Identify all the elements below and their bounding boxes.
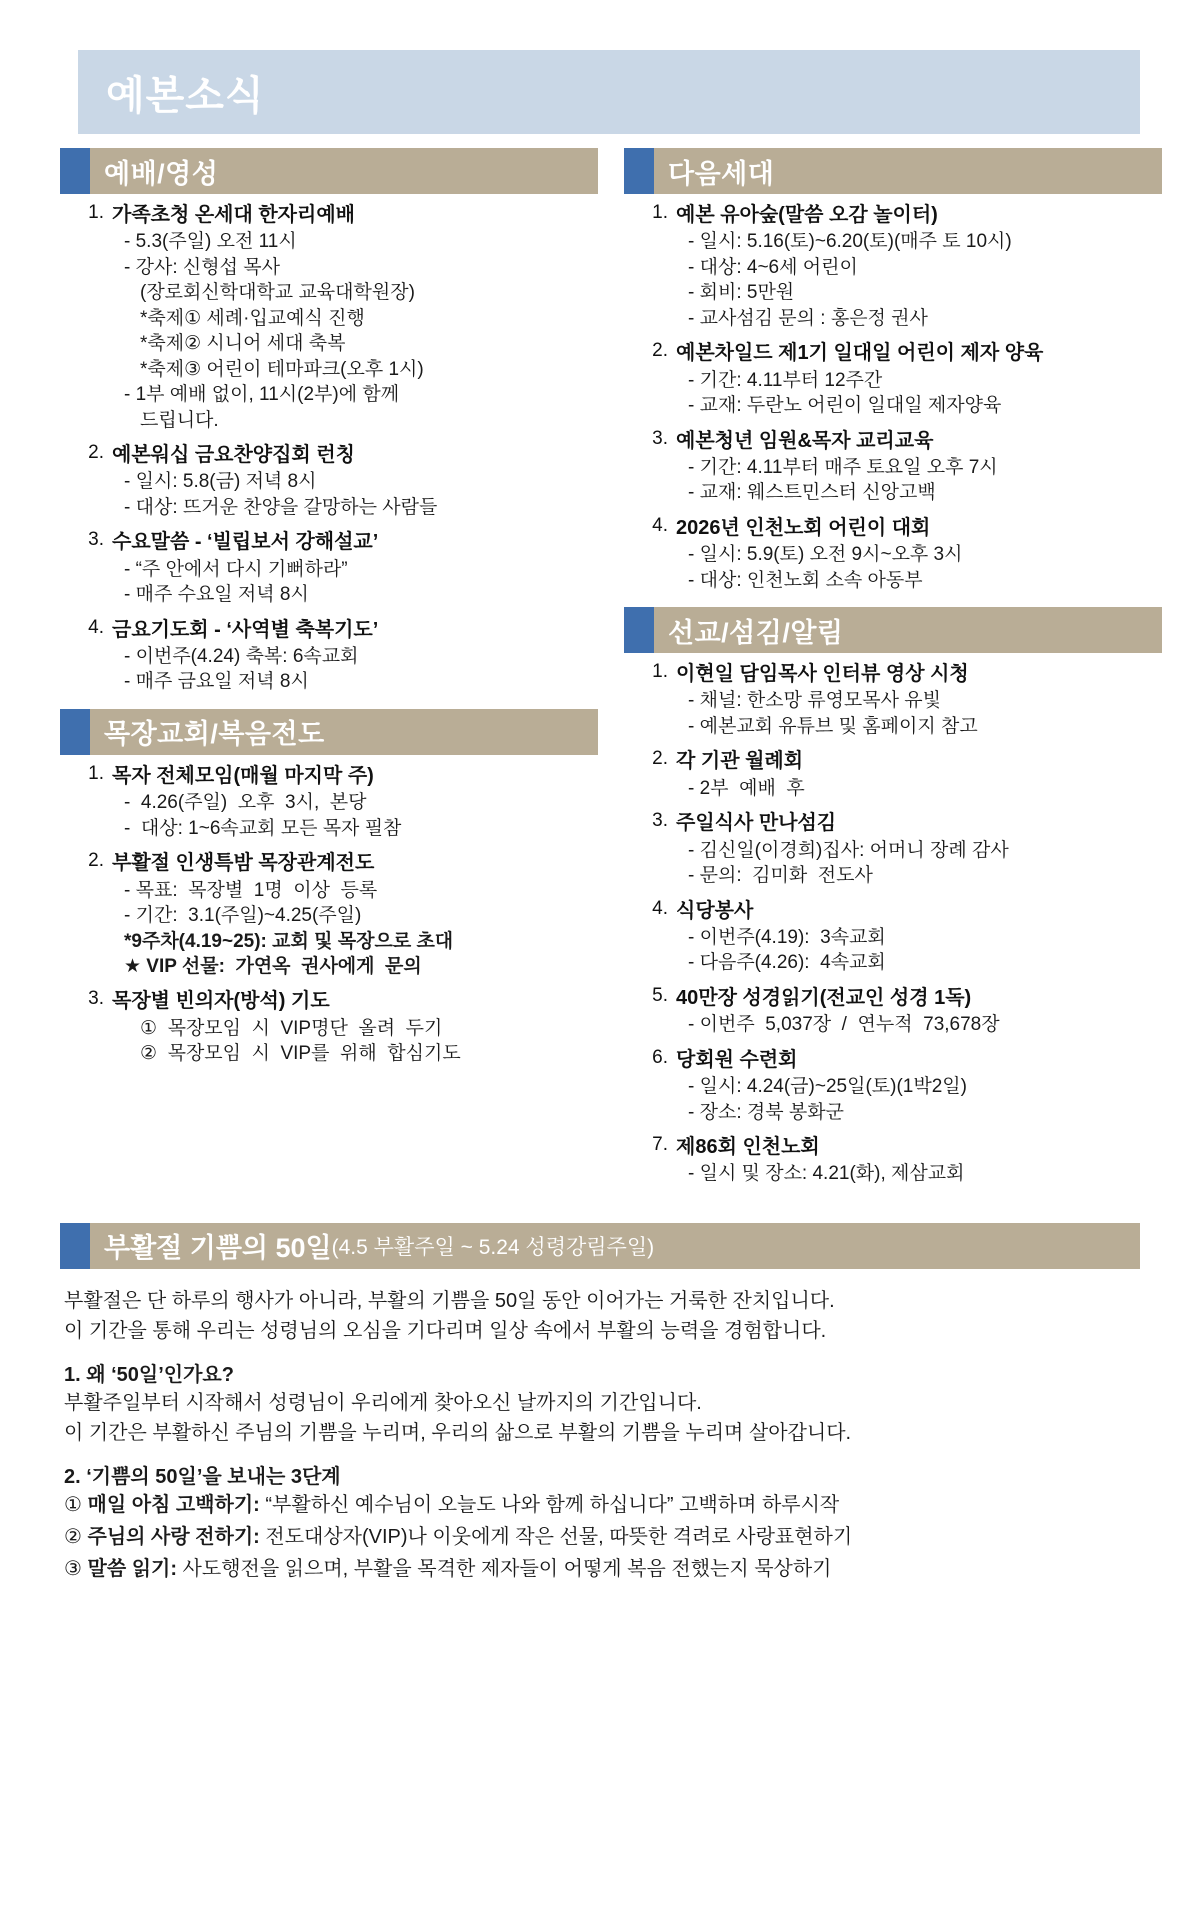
detail-line: - 기간: 4.11부터 매주 토요일 오후 7시 (688, 456, 998, 478)
list-item (630, 661, 1162, 739)
feature-answer-1-line-2: 이 기간은 부활하신 주님의 기쁨을 누리며, 우리의 삶으로 부활의 기쁨을 누리며 살아갑니다. (64, 1421, 852, 1444)
step-marker: ③ (64, 1557, 82, 1580)
item-details (676, 229, 1162, 331)
detail-line: - 일시: 5.16(토)~6.20(토)(매주 토 10시) (688, 231, 1012, 253)
detail-line: - 매주 수요일 저녁 8시 (124, 584, 309, 606)
detail-line: - 일시: 5.8(금) 저녁 8시 (124, 471, 317, 493)
detail-line: - 이번주(4.24) 축복: 6속교회 (124, 646, 359, 667)
list-item (630, 898, 1162, 976)
detail-line: - 김신일(이경희)집사: 어머니 장례 감사 (688, 839, 1009, 861)
detail-line: *축제② 시니어 세대 축복 (140, 333, 346, 355)
feature-body (60, 1277, 1140, 1584)
detail-line: - 5.3(주일) 오전 11시 (124, 231, 297, 253)
list-item (630, 202, 1162, 331)
detail-line: ★ VIP 선물: 가연옥 권사에게 문의 (124, 955, 422, 977)
item-title: 주일식사 만나섬김 (676, 812, 837, 835)
detail-line: - 매주 금요일 저녁 8시 (124, 671, 309, 693)
list-item (630, 340, 1162, 418)
item-number: 3. (88, 529, 104, 551)
item-number: 1. (652, 202, 668, 223)
item-title: 금요기도회 - ‘사역별 축복기도’ (112, 618, 379, 641)
item-details (676, 688, 1162, 739)
section-worship (60, 148, 598, 695)
step-marker: ② (64, 1525, 82, 1548)
feature-step (64, 1523, 1136, 1552)
item-number: 2. (88, 442, 104, 464)
section-header-mission (624, 607, 1162, 653)
list-item (66, 850, 598, 979)
list-item (66, 529, 598, 607)
item-number: 2. (652, 748, 668, 770)
item-number: 1. (652, 661, 668, 683)
item-title: 가족초청 온세대 한자리예배 (112, 204, 355, 226)
section-marker-icon (624, 148, 654, 194)
list-item (630, 428, 1162, 506)
step-label: 매일 아침 고백하기: (87, 1493, 260, 1516)
item-list-worship (60, 202, 598, 695)
item-title: 수요말씀 - ‘빌립보서 강해설교’ (112, 531, 379, 554)
section-mission (624, 607, 1162, 1187)
section-marker-icon (60, 709, 90, 755)
item-number: 4. (88, 616, 104, 638)
item-number: 2. (652, 340, 668, 362)
detail-line: ① 목장모임 시 VIP명단 올려 두기 (140, 1017, 443, 1039)
item-number: 7. (652, 1133, 668, 1155)
item-number: 4. (652, 514, 668, 536)
section-title: 선교/섬김/알림 (668, 617, 844, 648)
feature-answer-1-line-1: 부활주일부터 시작해서 성령님이 우리에게 찾아오신 날까지의 기간입니다. (64, 1391, 702, 1414)
right-column (624, 148, 1162, 1201)
feature-question-2: 2. ‘기쁨의 50일’을 보내는 3단계 (64, 1465, 341, 1488)
detail-line: - 이번주 5,037장 / 연누적 73,678장 (688, 1014, 1000, 1036)
item-title: 각 기관 월례회 (676, 750, 804, 773)
feature-intro-line-2: 이 기간을 통해 우리는 성령님의 오심을 기다리며 일상 속에서 부활의 능력을 경험합니다. (64, 1319, 827, 1342)
item-details (676, 1074, 1162, 1125)
detail-line: - 대상: 1~6속교회 모든 목자 필참 (124, 817, 402, 839)
detail-line: *축제① 세례·입교예식 진행 (140, 307, 365, 329)
detail-line: *9주차(4.19~25): 교회 및 목장으로 초대 (124, 930, 454, 952)
feature-question-1: 1. 왜 ‘50일’인가요? (64, 1363, 234, 1386)
item-number: 4. (652, 897, 668, 919)
list-item (630, 515, 1162, 593)
list-item (630, 748, 1162, 801)
step-text: 사도행전을 읽으며, 부활을 목격한 제자들이 어떻게 복음 전했는지 묵상하기 (177, 1557, 832, 1580)
detail-line: - 예본교회 유튜브 및 홈페이지 참고 (688, 715, 978, 737)
detail-line: - 기간: 3.1(주일)~4.25(주일) (124, 905, 362, 927)
detail-line: - 대상: 인천노회 소속 아동부 (688, 569, 923, 591)
detail-line: - 장소: 경북 봉화군 (688, 1101, 844, 1123)
section-title: 예배/영성 (104, 158, 219, 189)
feature-step (64, 1555, 1136, 1584)
item-number: 3. (652, 427, 668, 449)
step-text: “부활하신 예수님이 오늘도 나와 함께 하십니다” 고백하며 하루시작 (259, 1493, 840, 1516)
section-marker-icon (624, 607, 654, 653)
list-item (66, 442, 598, 520)
list-item (630, 985, 1162, 1038)
list-item (66, 202, 598, 433)
item-title: 목장별 빈의자(방석) 기도 (112, 990, 330, 1013)
detail-line: - 강사: 신형섭 목사 (124, 256, 280, 278)
section-nextgen (624, 148, 1162, 593)
list-item (66, 763, 598, 841)
feature-subtitle: (4.5 부활주일 ~ 5.24 성령강림주일) (331, 1235, 655, 1259)
list-item (66, 617, 598, 695)
list-item (630, 1134, 1162, 1187)
detail-line: - 이번주(4.19): 3속교회 (688, 926, 886, 948)
step-label: 말씀 읽기: (87, 1557, 177, 1580)
content-columns (60, 148, 1140, 1201)
step-text: 전도대상자(VIP)나 이웃에게 작은 선물, 따뜻한 격려로 사랑표현하기 (259, 1525, 853, 1548)
item-number: 2. (88, 850, 104, 872)
detail-line: - 기간: 4.11부터 12주간 (688, 369, 883, 391)
item-details (676, 925, 1162, 976)
feature-header (60, 1223, 1140, 1269)
item-details (112, 644, 598, 695)
item-details (676, 368, 1162, 419)
section-marker-icon (60, 148, 90, 194)
item-title: 이현일 담임목사 인터뷰 영상 시청 (676, 663, 969, 686)
item-number: 3. (652, 810, 668, 832)
item-title: 식당봉사 (676, 899, 754, 922)
item-title: 예본청년 임원&목자 교리교육 (676, 429, 934, 452)
item-details (676, 1161, 1162, 1186)
section-title: 다음세대 (668, 158, 775, 189)
masthead (78, 50, 1140, 134)
section-district (60, 709, 598, 1067)
item-list-nextgen (624, 202, 1162, 593)
item-title: 제86회 인천노회 (676, 1135, 820, 1158)
section-header-district (60, 709, 598, 755)
item-details (676, 542, 1162, 593)
detail-line: - 일시 및 장소: 4.21(화), 제삼교회 (688, 1163, 965, 1185)
list-item (630, 810, 1162, 888)
detail-line: 드립니다. (140, 409, 219, 431)
detail-line: (장로회신학대학교 교육대학원장) (140, 282, 415, 304)
page-title: 예본소식 (106, 73, 265, 118)
detail-line: - 다음주(4.26): 4속교회 (688, 952, 886, 974)
item-details (676, 838, 1162, 889)
section-title: 목장교회/복음전도 (104, 719, 325, 750)
item-details (676, 455, 1162, 506)
item-number: 6. (652, 1046, 668, 1068)
item-number: 3. (88, 988, 104, 1010)
detail-line: - 일시: 4.24(금)~25일(토)(1박2일) (688, 1076, 967, 1098)
item-title: 부활절 인생특밤 목장관계전도 (112, 852, 375, 875)
detail-line: - 2부 예배 후 (688, 777, 805, 799)
detail-line: - 회비: 5만원 (688, 282, 795, 304)
detail-line: - “주 안에서 다시 기뻐하라” (124, 558, 348, 580)
detail-line: - 목표: 목장별 1명 이상 등록 (124, 879, 378, 901)
list-item (66, 988, 598, 1066)
item-title: 예본 유아숲(말씀 오감 놀이터) (676, 204, 938, 226)
item-details (112, 1016, 598, 1067)
item-list-mission (624, 661, 1162, 1187)
feature-step (64, 1491, 1136, 1520)
item-title: 예본워십 금요찬양집회 런칭 (112, 444, 355, 467)
item-list-district (60, 763, 598, 1067)
detail-line: *축제③ 어린이 테마파크(오후 1시) (140, 358, 424, 380)
section-marker-icon (60, 1223, 90, 1269)
detail-line: - 대상: 뜨거운 찬양을 갈망하는 사람들 (124, 496, 438, 518)
detail-line: - 4.26(주일) 오후 3시, 본당 (124, 792, 367, 814)
item-title: 40만장 성경읽기(전교인 성경 1독) (676, 986, 972, 1009)
feature-title: 부활절 기쁨의 50일 (104, 1233, 332, 1264)
left-column (60, 148, 598, 1201)
detail-line: - 교재: 웨스트민스터 신앙고백 (688, 482, 936, 504)
list-item (630, 1047, 1162, 1125)
detail-line: - 문의: 김미화 전도사 (688, 865, 873, 887)
item-title: 목자 전체모임(매월 마지막 주) (112, 764, 374, 787)
item-title: 당회원 수련회 (676, 1048, 798, 1071)
section-header-worship (60, 148, 598, 194)
detail-line: - 교재: 두란노 어린이 일대일 제자양육 (688, 395, 1002, 417)
detail-line: - 일시: 5.9(토) 오전 9시~오후 3시 (688, 544, 963, 566)
item-details (676, 1012, 1162, 1037)
detail-line: - 교사섬김 문의 : 홍은정 권사 (688, 307, 928, 329)
item-number: 1. (88, 762, 104, 784)
detail-line: ② 목장모임 시 VIP를 위해 합심기도 (140, 1043, 461, 1065)
step-label: 주님의 사랑 전하기: (87, 1525, 260, 1548)
item-details (112, 557, 598, 608)
section-header-nextgen (624, 148, 1162, 194)
item-number: 5. (652, 984, 668, 1006)
item-title: 예본차일드 제1기 일대일 어린이 제자 양육 (676, 342, 1044, 365)
feature-section (60, 1223, 1140, 1584)
detail-line: - 채널: 한소망 류영모목사 유빛 (688, 690, 941, 712)
item-details (112, 790, 598, 841)
feature-intro-line-1: 부활절은 단 하루의 행사가 아니라, 부활의 기쁨을 50일 동안 이어가는 거룩한 잔치입니다. (64, 1289, 835, 1312)
item-title: 2026년 인천노회 어린이 대회 (676, 516, 931, 539)
item-number: 1. (88, 202, 104, 223)
step-marker: ① (64, 1493, 82, 1516)
item-details (112, 229, 598, 433)
detail-line: - 대상: 4~6세 어린이 (688, 256, 858, 278)
item-details (112, 878, 598, 980)
item-details (112, 469, 598, 520)
detail-line: - 1부 예배 없이, 11시(2부)에 함께 (124, 384, 400, 406)
item-details (676, 776, 1162, 801)
